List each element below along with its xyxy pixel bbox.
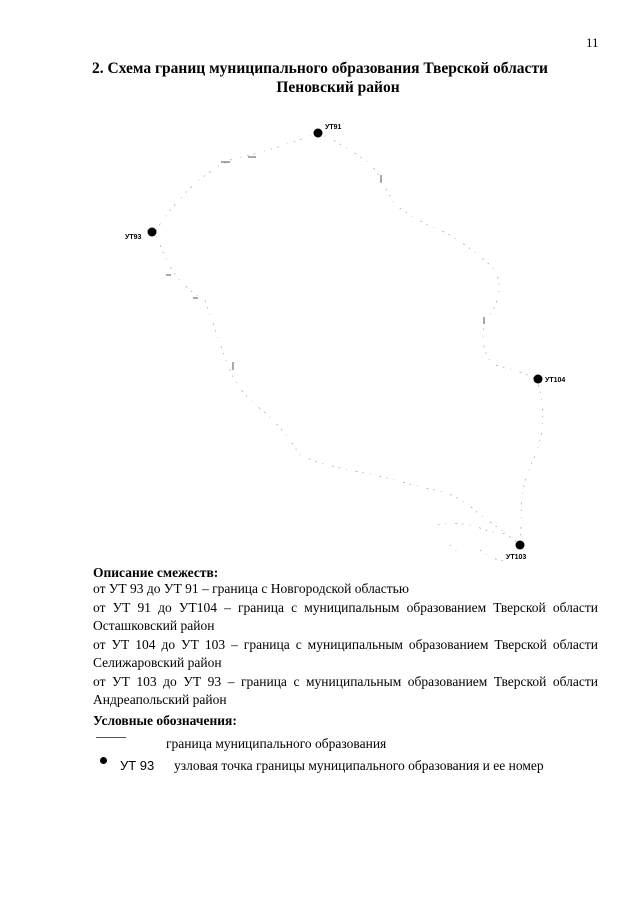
- boundary-map: [0, 100, 640, 570]
- boundary-line-symbol: [96, 737, 126, 738]
- node-point-ut91: [314, 124, 342, 138]
- adjacency-heading: Описание смежеств:: [93, 565, 219, 580]
- node-point-icon: [100, 757, 107, 764]
- legend-boundary-label: граница муниципального образования: [166, 736, 387, 751]
- legend-heading: Условные обозначения:: [93, 713, 237, 728]
- node-label-ut91: УТ91: [325, 124, 342, 131]
- node-point-ut93: [125, 228, 157, 242]
- node-label-ut103: УТ103: [506, 554, 527, 561]
- adjacency-item: [93, 580, 598, 599]
- legend-node-code: УТ 93: [120, 758, 155, 773]
- legend-boundary-row: [93, 736, 613, 756]
- page-title: [0, 59, 640, 97]
- node-point-ut103: [506, 541, 526, 562]
- title-line-2: Пеновский район: [276, 79, 400, 96]
- title-line-1: 2. Схема границ муниципального образования Тверской области: [92, 60, 548, 77]
- adjacency-item: [93, 673, 598, 710]
- adjacency-item-district: Осташковский район: [93, 618, 215, 633]
- node-label-ut104: УТ104: [545, 377, 566, 384]
- page-number: 11: [586, 35, 599, 50]
- legend-node-row: [100, 757, 620, 777]
- node-label-ut93: УТ93: [125, 234, 142, 241]
- node-point-ut104: [534, 375, 566, 385]
- adjacency-item-text: от УТ 91 до УТ104 – граница с муниципальным образованием Тверской области: [93, 599, 598, 615]
- adjacency-item-district: Андреапольский район: [93, 692, 227, 707]
- adjacency-item-text: от УТ 93 до УТ 91 – граница с Новгородской областью: [93, 581, 409, 596]
- adjacency-item-district: Селижаровский район: [93, 655, 222, 670]
- municipal-boundary: [155, 133, 543, 561]
- adjacency-item-text: от УТ 103 до УТ 93 – граница с муниципальным образованием Тверской области: [93, 673, 598, 689]
- adjacency-item: [93, 636, 598, 673]
- legend-node-label: узловая точка границы муниципального образования и ее номер: [174, 758, 544, 773]
- adjacency-item-text: от УТ 104 до УТ 103 – граница с муниципальным образованием Тверской области: [93, 636, 598, 652]
- adjacency-item: [93, 599, 598, 636]
- adjacency-list: [93, 580, 598, 710]
